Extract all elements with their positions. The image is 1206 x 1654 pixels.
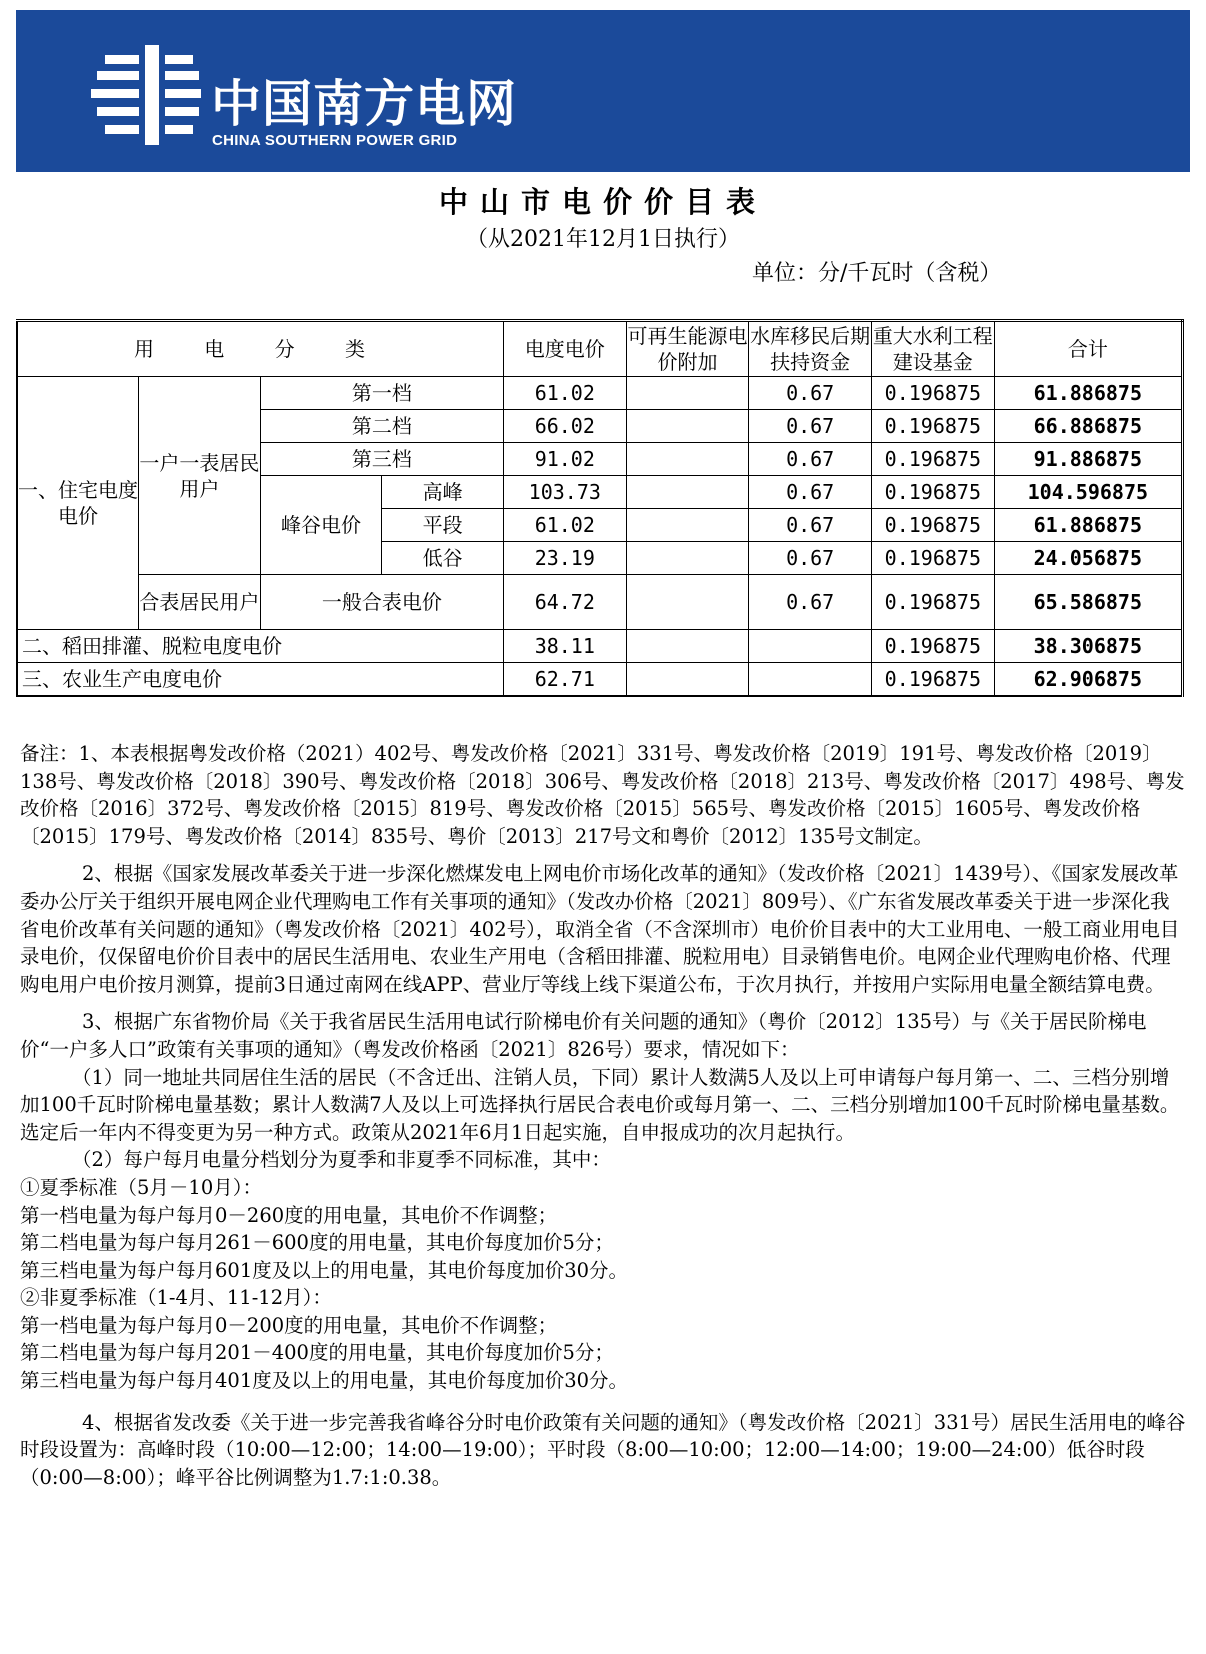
cell-reservoir <box>749 663 872 697</box>
note-nonsummer-title: ②非夏季标准（1-4月、11-12月）： <box>20 1286 332 1310</box>
cell-water: 0.196875 <box>871 443 994 476</box>
cell-renewable <box>626 443 749 476</box>
cell-renewable <box>626 476 749 509</box>
cell-reservoir: 0.67 <box>749 542 872 575</box>
header-banner <box>16 10 1190 172</box>
cell-total: 62.906875 <box>994 663 1182 697</box>
cell-water: 0.196875 <box>871 542 994 575</box>
cell-renewable <box>626 377 749 410</box>
cell-water: 0.196875 <box>871 663 994 697</box>
header-water: 重大水利工程建设基金 <box>871 321 994 377</box>
group-single-meter: 一户一表居民用户 <box>139 377 261 575</box>
brand-name-en: CHINA SOUTHERN POWER GRID <box>212 132 458 149</box>
header-energy-price: 电度电价 <box>503 321 626 377</box>
cell-price: 23.19 <box>503 542 626 575</box>
group-residential: 一、住宅电度电价 <box>17 377 139 630</box>
note-summer-tier1: 第一档电量为每户每月0－260度的用电量，其电价不作调整； <box>20 1203 558 1227</box>
cell-reservoir: 0.67 <box>749 443 872 476</box>
cell-total: 38.306875 <box>994 630 1182 663</box>
brand-name-cn: 中国南方电网 <box>211 75 517 133</box>
note-1: 备注：1、本表根据粤发改价格（2021）402号、粤发改价格〔2021〕331号、粤发改价格〔2019〕191号、粤发改价格〔2019〕138号、粤发改价格〔2018〕390号、粤发改价格〔2018〕306号、粤发改价格〔2018〕213号、粤发改价格〔2017〕498号、粤发改价格〔2016〕372号、粤发改价格〔2015〕819号、粤发改价格〔2015〕565号、粤发改价格〔2015〕1605号、粤发改价格〔2015〕179号、粤发改价格〔2014〕835号、粤价〔2013〕217号文和粤价〔2012〕135号文制定。 <box>20 742 1185 848</box>
row-label: 高峰 <box>382 476 504 509</box>
cell-reservoir: 0.67 <box>749 476 872 509</box>
note-nonsummer-tier3: 第三档电量为每户每月401度及以上的用电量，其电价每度加价30分。 <box>20 1369 629 1393</box>
row-label: 第三档 <box>260 443 503 476</box>
notes-section <box>20 740 1188 1491</box>
row-label: 第二档 <box>260 410 503 443</box>
header-reservoir: 水库移民后期扶持资金 <box>749 321 872 377</box>
table-header-row <box>17 321 1183 377</box>
table-row <box>17 663 1183 697</box>
row-label: 三、农业生产电度电价 <box>17 663 503 697</box>
cell-price: 61.02 <box>503 377 626 410</box>
cell-total: 61.886875 <box>994 509 1182 542</box>
cell-water: 0.196875 <box>871 377 994 410</box>
cell-water: 0.196875 <box>871 509 994 542</box>
row-label: 平段 <box>382 509 504 542</box>
header-total: 合计 <box>994 321 1182 377</box>
csg-logo-icon <box>91 45 201 145</box>
cell-price: 62.71 <box>503 663 626 697</box>
table-row <box>17 377 1183 410</box>
cell-total: 91.886875 <box>994 443 1182 476</box>
row-label: 低谷 <box>382 542 504 575</box>
note-summer-tier3: 第三档电量为每户每月601度及以上的用电量，其电价每度加价30分。 <box>20 1258 629 1282</box>
table-row <box>17 575 1183 630</box>
page-title: 中山市电价价目表 <box>438 185 767 219</box>
cell-price: 64.72 <box>503 575 626 630</box>
cell-price: 103.73 <box>503 476 626 509</box>
cell-price: 66.02 <box>503 410 626 443</box>
row-label: 二、稻田排灌、脱粒电度电价 <box>17 630 503 663</box>
note-nonsummer-tier2: 第二档电量为每户每月201－400度的用电量，其电价每度加价5分； <box>20 1341 614 1365</box>
cell-total: 66.886875 <box>994 410 1182 443</box>
cell-reservoir: 0.67 <box>749 410 872 443</box>
note-summer-tier2: 第二档电量为每户每月261－600度的用电量，其电价每度加价5分； <box>20 1231 614 1255</box>
cell-total: 24.056875 <box>994 542 1182 575</box>
note-3b: （2）每户每月电量分档划分为夏季和非夏季不同标准，其中： <box>72 1148 611 1172</box>
cell-total: 61.886875 <box>994 377 1182 410</box>
cell-renewable <box>626 630 749 663</box>
note-4: 4、根据省发改委《关于进一步完善我省峰谷分时电价政策有关问题的通知》（粤发改价格〔2021〕331号）居民生活用电的峰谷时段设置为：高峰时段（10:00—12:00；14:00—19:00）；平时段（8:00—10:00；12:00—14:00；19:00—24:00）低谷时段（0:00—8:00）；峰平谷比例调整为1.7:1:0.38。 <box>20 1410 1186 1489</box>
cell-reservoir <box>749 630 872 663</box>
note-2: 2、根据《国家发展改革委关于进一步深化燃煤发电上网电价市场化改革的通知》（发改价格〔2021〕1439号）、《国家发展改革委办公厅关于组织开展电网企业代理购电工作有关事项的通知》（发改办价格〔2021〕809号）、《广东省发展改革委关于进一步深化我省电价改革有关问题的通知》（粤发改价格〔2021〕402号），取消全省（不含深圳市）电价价目表中的大工业用电、一般工商业用电目录电价，仅保留电价价目表中的居民生活用电、农业生产用电（含稻田排灌、脱粒用电）目录销售电价。电网企业代理购电价格、代理购电用户电价按月测算，提前3日通过南网在线APP、营业厅等线上线下渠道公布，于次月执行，并按用户实际用电量全额结算电费。 <box>20 862 1180 996</box>
cell-price: 61.02 <box>503 509 626 542</box>
cell-water: 0.196875 <box>871 476 994 509</box>
note-summer-title: ①夏季标准（5月－10月）： <box>20 1175 262 1199</box>
cell-reservoir: 0.67 <box>749 509 872 542</box>
cell-reservoir: 0.67 <box>749 377 872 410</box>
cell-total: 65.586875 <box>994 575 1182 630</box>
cell-water: 0.196875 <box>871 630 994 663</box>
unit-label: 单位：分/千瓦时（含税） <box>752 261 1002 286</box>
cell-water: 0.196875 <box>871 410 994 443</box>
header-renewable: 可再生能源电价附加 <box>626 321 749 377</box>
group-combined: 合表居民用户 <box>139 575 261 630</box>
cell-price: 91.02 <box>503 443 626 476</box>
cell-renewable <box>626 575 749 630</box>
note-nonsummer-tier1: 第一档电量为每户每月0－200度的用电量，其电价不作调整； <box>20 1313 558 1337</box>
cell-price: 38.11 <box>503 630 626 663</box>
table-row <box>17 630 1183 663</box>
cell-renewable <box>626 663 749 697</box>
group-peak-valley: 峰谷电价 <box>260 476 382 575</box>
effective-date: （从2021年12月1日执行） <box>466 227 740 252</box>
cell-renewable <box>626 509 749 542</box>
note-3: 3、根据广东省物价局《关于我省居民生活用电试行阶梯电价有关问题的通知》（粤价〔2012〕135号）与《关于居民阶梯电价“一户多人口”政策有关事项的通知》（粤发改价格函〔2021〕826号）要求，情况如下： <box>20 1010 1147 1061</box>
cell-renewable <box>626 410 749 443</box>
cell-renewable <box>626 542 749 575</box>
header-category: 用 电 分 类 <box>17 321 503 377</box>
row-label: 一般合表电价 <box>260 575 503 630</box>
cell-total: 104.596875 <box>994 476 1182 509</box>
cell-reservoir: 0.67 <box>749 575 872 630</box>
note-3a: （1）同一地址共同居住生活的居民（不含迁出、注销人员，下同）累计人数满5人及以上可申请每户每月第一、二、三档分别增加100千瓦时阶梯电量基数；累计人数满7人及以上可选择执行居民合表电价或每月第一、二、三档分别增加100千瓦时阶梯电量基数。选定后一年内不得变更为另一种方式。政策从2021年6月1日起实施，自申报成功的次月起执行。 <box>20 1065 1180 1144</box>
row-label: 第一档 <box>260 377 503 410</box>
price-table <box>16 319 1184 697</box>
cell-water: 0.196875 <box>871 575 994 630</box>
